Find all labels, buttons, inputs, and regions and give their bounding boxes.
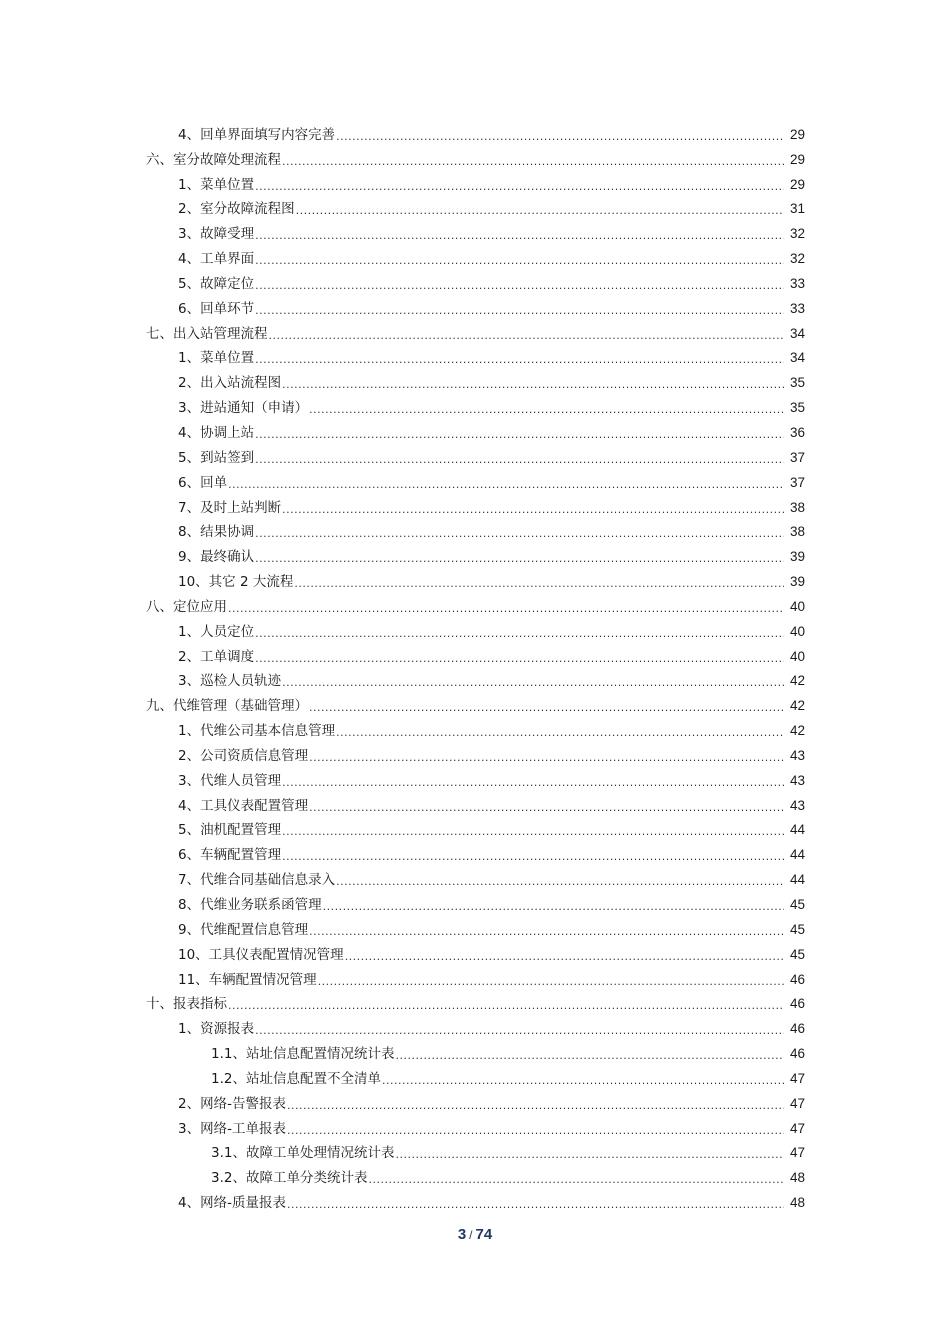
toc-dot-leader [282, 503, 784, 517]
toc-dot-leader [282, 676, 784, 690]
toc-entry-page: 47 [789, 1145, 805, 1161]
toc-entry[interactable] [0, 470, 950, 495]
toc-entry-title: 2、室分故障流程图 [178, 201, 295, 218]
toc-entry-page: 38 [789, 499, 805, 515]
toc-entry[interactable] [0, 644, 950, 669]
toc-dot-leader [323, 900, 784, 914]
toc-entry[interactable] [0, 271, 950, 296]
toc-entry-title: 4、协调上站 [178, 424, 255, 441]
toc-entry[interactable] [0, 967, 950, 992]
toc-entry-page: 45 [789, 897, 805, 912]
toc-entry-title: 2、公司资质信息管理 [178, 747, 309, 764]
toc-entry[interactable] [0, 370, 950, 395]
toc-entry-page: 42 [789, 698, 805, 714]
toc-dot-leader [309, 403, 784, 417]
toc-entry-page: 39 [789, 549, 805, 565]
toc-entry-page: 38 [789, 524, 805, 540]
toc-entry-page: 35 [789, 400, 805, 416]
toc-entry-page: 40 [789, 648, 805, 664]
toc-entry[interactable] [0, 1141, 950, 1166]
toc-entry-page: 31 [789, 201, 805, 217]
toc-entry-title: 3、代维人员管理 [178, 772, 282, 789]
toc-entry-page: 46 [789, 996, 805, 1012]
toc-entry[interactable] [0, 1016, 950, 1041]
toc-entry-title: 2、出入站流程图 [178, 375, 282, 392]
toc-entry-page: 33 [789, 300, 805, 316]
toc-entry-page: 46 [789, 971, 805, 987]
toc-entry[interactable] [0, 197, 950, 222]
toc-entry[interactable] [0, 892, 950, 917]
current-page-number: 3 [457, 1226, 467, 1243]
toc-entry-page: 37 [789, 449, 805, 465]
toc-entry-page: 34 [789, 350, 805, 366]
toc-dot-leader [255, 180, 784, 194]
toc-entry-page: 29 [789, 126, 805, 142]
toc-entry-title: 3.2、故障工单分类统计表 [211, 1170, 368, 1187]
toc-entry-page: 46 [789, 1021, 805, 1037]
toc-entry-page: 44 [789, 847, 805, 863]
toc-entry[interactable] [0, 569, 950, 594]
toc-entry[interactable] [0, 1116, 950, 1141]
toc-dot-leader [336, 726, 784, 740]
toc-dot-leader [282, 825, 784, 839]
toc-dot-leader [269, 329, 785, 343]
toc-dot-leader [255, 428, 784, 442]
toc-entry[interactable] [0, 992, 950, 1017]
toc-entry-title: 八、定位应用 [146, 598, 227, 615]
toc-entry[interactable] [0, 818, 950, 843]
toc-entry-title: 1.1、站址信息配置情况统计表 [211, 1046, 395, 1063]
toc-entry-page: 29 [789, 151, 805, 167]
toc-entry-title: 3、故障受理 [178, 226, 255, 243]
toc-dot-leader [282, 378, 784, 392]
toc-entry[interactable] [0, 1091, 950, 1116]
table-of-contents [0, 122, 950, 1215]
toc-entry[interactable] [0, 669, 950, 694]
toc-entry-title: 7、及时上站判断 [178, 499, 282, 516]
toc-entry-title: 5、油机配置管理 [178, 822, 282, 839]
toc-entry-title: 6、回单环节 [178, 300, 255, 317]
toc-entry-title: 3.1、故障工单处理情况统计表 [211, 1145, 395, 1162]
toc-entry-title: 10、工具仪表配置情况管理 [178, 946, 344, 963]
toc-entry[interactable] [0, 544, 950, 569]
toc-entry[interactable] [0, 520, 950, 545]
toc-entry[interactable] [0, 1041, 950, 1066]
toc-entry[interactable] [0, 346, 950, 371]
toc-dot-leader [382, 1074, 784, 1088]
toc-dot-leader [255, 552, 784, 566]
toc-entry[interactable] [0, 395, 950, 420]
toc-entry[interactable] [0, 743, 950, 768]
toc-entry-title: 9、代维配置信息管理 [178, 921, 309, 938]
toc-entry-page: 33 [789, 275, 805, 291]
toc-dot-leader [336, 130, 784, 144]
toc-entry[interactable] [0, 122, 950, 147]
toc-dot-leader [287, 1124, 784, 1138]
toc-entry[interactable] [0, 296, 950, 321]
toc-entry-title: 4、回单界面填写内容完善 [178, 126, 336, 143]
toc-entry-page: 43 [789, 772, 805, 788]
toc-dot-leader [255, 453, 784, 467]
toc-entry-title: 7、代维合同基础信息录入 [178, 872, 336, 889]
toc-entry-title: 4、工单界面 [178, 251, 255, 268]
toc-entry[interactable] [0, 693, 950, 718]
toc-entry-page: 43 [789, 747, 805, 763]
toc-entry-title: 九、代维管理（基础管理） [146, 698, 308, 715]
toc-entry-page: 32 [789, 226, 805, 242]
toc-entry-title: 2、工单调度 [178, 648, 255, 665]
toc-entry-page: 43 [789, 797, 805, 813]
toc-dot-leader [255, 527, 784, 541]
toc-entry-title: 5、故障定位 [178, 275, 255, 292]
toc-entry-page: 47 [789, 1070, 805, 1086]
toc-dot-leader [228, 999, 784, 1013]
toc-entry[interactable] [0, 147, 950, 172]
toc-entry[interactable] [0, 842, 950, 867]
toc-entry-page: 44 [789, 822, 805, 838]
toc-dot-leader [255, 652, 784, 666]
toc-entry[interactable] [0, 718, 950, 743]
toc-dot-leader [255, 304, 784, 318]
toc-entry-page: 39 [789, 574, 805, 590]
toc-entry[interactable] [0, 321, 950, 346]
toc-dot-leader [282, 776, 784, 790]
toc-entry-page: 32 [789, 251, 805, 267]
toc-entry-page: 36 [789, 424, 805, 440]
toc-entry-title: 8、代维业务联系函管理 [178, 897, 322, 913]
toc-entry-title: 11、车辆配置情况管理 [178, 971, 317, 988]
toc-entry-page: 48 [789, 1195, 805, 1211]
toc-entry-title: 1、菜单位置 [178, 350, 255, 367]
toc-dot-leader [309, 701, 784, 715]
toc-dot-leader [296, 204, 784, 218]
toc-dot-leader [368, 1173, 784, 1187]
toc-entry[interactable] [0, 445, 950, 470]
toc-entry[interactable] [0, 172, 950, 197]
toc-dot-leader [309, 801, 784, 815]
toc-entry-title: 8、结果协调 [178, 524, 255, 541]
toc-entry-page: 45 [789, 921, 805, 937]
toc-entry-title: 七、出入站管理流程 [146, 325, 268, 342]
toc-entry-title: 3、巡检人员轨迹 [178, 673, 282, 690]
toc-entry-page: 44 [789, 872, 805, 888]
toc-entry-page: 47 [789, 1120, 805, 1136]
toc-dot-leader [255, 1024, 784, 1038]
toc-entry-page: 37 [789, 474, 805, 490]
toc-entry[interactable] [0, 1066, 950, 1091]
toc-dot-leader [282, 850, 784, 864]
toc-entry-title: 6、车辆配置管理 [178, 847, 282, 864]
toc-entry[interactable] [0, 246, 950, 271]
toc-entry[interactable] [0, 594, 950, 619]
toc-entry[interactable] [0, 867, 950, 892]
toc-entry-page: 46 [789, 1046, 805, 1062]
toc-dot-leader [287, 1099, 784, 1113]
toc-entry-title: 1、资源报表 [178, 1021, 255, 1038]
toc-dot-leader [282, 155, 784, 169]
toc-entry-title: 六、室分故障处理流程 [146, 151, 281, 168]
toc-dot-leader [255, 229, 784, 243]
toc-entry[interactable] [0, 942, 950, 967]
toc-entry[interactable] [0, 1165, 950, 1190]
toc-entry-page: 34 [789, 325, 805, 341]
toc-dot-leader [228, 478, 784, 492]
toc-entry-title: 2、网络-告警报表 [178, 1095, 286, 1112]
toc-entry-title: 6、回单 [178, 474, 228, 491]
toc-entry[interactable] [0, 917, 950, 942]
toc-dot-leader [255, 627, 784, 641]
toc-entry[interactable] [0, 1190, 950, 1215]
toc-entry-title: 1、人员定位 [178, 623, 255, 640]
toc-entry[interactable] [0, 619, 950, 644]
toc-dot-leader [336, 875, 784, 889]
toc-entry-title: 10、其它 2 大流程 [178, 574, 294, 591]
toc-entry[interactable] [0, 221, 950, 246]
toc-entry-page: 45 [789, 946, 805, 962]
toc-entry-page: 42 [789, 673, 805, 689]
page-footer [0, 1226, 950, 1243]
toc-dot-leader [345, 950, 784, 964]
toc-entry[interactable] [0, 793, 950, 818]
toc-entry-title: 9、最终确认 [178, 549, 255, 566]
toc-dot-leader [318, 975, 784, 989]
toc-dot-leader [395, 1148, 784, 1162]
toc-entry[interactable] [0, 420, 950, 445]
toc-entry-page: 47 [789, 1095, 805, 1111]
toc-entry-title: 1、代维公司基本信息管理 [178, 723, 336, 740]
toc-dot-leader [395, 1049, 784, 1063]
toc-dot-leader [255, 353, 784, 367]
toc-entry-title: 4、工具仪表配置管理 [178, 797, 309, 814]
page-separator: / [469, 1228, 473, 1242]
toc-entry[interactable] [0, 495, 950, 520]
toc-entry-page: 42 [789, 723, 805, 739]
toc-entry-page: 35 [789, 375, 805, 391]
toc-dot-leader [309, 925, 784, 939]
toc-entry-title: 5、到站签到 [178, 449, 255, 466]
toc-dot-leader [309, 751, 784, 765]
total-page-count: 74 [475, 1226, 493, 1243]
toc-entry-title: 1.2、站址信息配置不全清单 [211, 1070, 381, 1087]
toc-dot-leader [294, 577, 784, 591]
toc-entry-page: 40 [789, 623, 805, 639]
toc-entry-page: 40 [789, 598, 805, 614]
toc-entry-title: 1、菜单位置 [178, 176, 255, 193]
toc-entry-title: 4、网络-质量报表 [178, 1195, 286, 1212]
toc-entry-title: 3、网络-工单报表 [178, 1120, 286, 1137]
toc-dot-leader [255, 279, 784, 293]
toc-dot-leader [228, 602, 784, 616]
toc-entry-title: 3、进站通知（申请） [178, 400, 309, 417]
toc-dot-leader [287, 1198, 784, 1212]
toc-dot-leader [255, 254, 784, 268]
toc-entry-title: 十、报表指标 [146, 996, 227, 1013]
toc-entry-page: 48 [789, 1170, 805, 1186]
toc-entry-page: 29 [789, 176, 805, 192]
toc-entry[interactable] [0, 768, 950, 793]
